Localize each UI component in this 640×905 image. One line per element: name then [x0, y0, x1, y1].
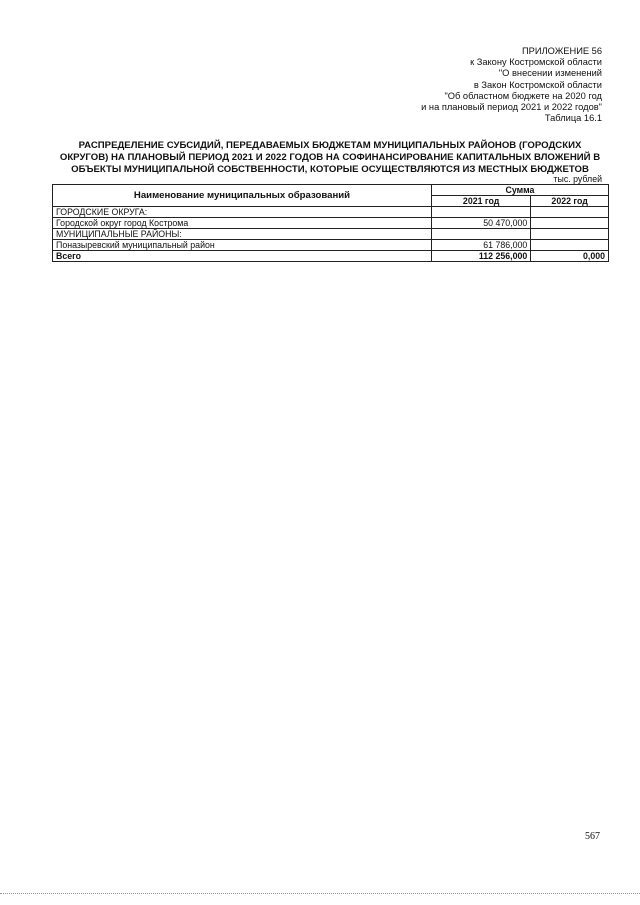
header-line: и на плановый период 2021 и 2022 годов": [421, 102, 602, 113]
total-value-2021: 112 256,000: [432, 251, 531, 262]
total-value-2022: 0,000: [531, 251, 609, 262]
row-name: ГОРОДСКИЕ ОКРУГА:: [53, 207, 432, 218]
row-value-2021: 61 786,000: [432, 240, 531, 251]
table-row: [53, 207, 609, 218]
row-value-2021: [432, 229, 531, 240]
column-header-2021: 2021 год: [432, 196, 531, 207]
row-name: Поназыревский муниципальный район: [53, 240, 432, 251]
header-line: ПРИЛОЖЕНИЕ 56: [522, 46, 602, 56]
header-line: "Об областном бюджете на 2020 год: [444, 90, 602, 101]
row-value-2021: 50 470,000: [432, 218, 531, 229]
row-value-2022: [531, 207, 609, 218]
row-value-2022: [531, 229, 609, 240]
row-value-2022: [531, 218, 609, 229]
table-row: [53, 240, 609, 251]
title-line: РАСПРЕДЕЛЕНИЕ СУБСИДИЙ, ПЕРЕДАВАЕМЫХ БЮДЖЕТАМ МУНИЦИПАЛЬНЫХ РАЙОНОВ (ГОРОДСКИХ: [78, 140, 582, 151]
header-line: "О внесении изменений: [498, 68, 602, 79]
table-number: Таблица 16.1: [544, 113, 602, 124]
header-line: в Закон Костромской области: [473, 79, 602, 90]
total-label: Всего: [53, 251, 432, 262]
units-label: тыс. рублей: [553, 174, 602, 184]
table-row: [53, 218, 609, 229]
table-row: [53, 229, 609, 240]
column-header-name: Наименование муниципальных образований: [53, 185, 432, 207]
row-name: Городской округ город Кострома: [53, 218, 432, 229]
row-value-2021: [432, 207, 531, 218]
column-header-2022: 2022 год: [531, 196, 609, 207]
column-header-sum: Сумма: [432, 185, 609, 196]
document-title: [52, 140, 608, 176]
appendix-header: [421, 46, 602, 124]
header-line: к Закону Костромской области: [470, 57, 602, 68]
total-row: [53, 251, 609, 262]
row-name: МУНИЦИПАЛЬНЫЕ РАЙОНЫ:: [53, 229, 432, 240]
table-header-row: [53, 185, 609, 196]
title-line: ОБЪЕКТЫ МУНИЦИПАЛЬНОЙ СОБСТВЕННОСТИ, КОТОРЫЕ ОСУЩЕСТВЛЯЮТСЯ ИЗ МЕСТНЫХ БЮДЖЕТОВ: [71, 164, 589, 175]
subsidy-table: [52, 184, 609, 262]
row-value-2022: [531, 240, 609, 251]
scan-edge-divider: [0, 893, 640, 894]
title-line: ОКРУГОВ) НА ПЛАНОВЫЙ ПЕРИОД 2021 И 2022 ГОДОВ НА СОФИНАНСИРОВАНИЕ КАПИТАЛЬНЫХ ВЛОЖЕНИЙ В: [59, 152, 601, 163]
page-number: 567: [585, 831, 600, 842]
